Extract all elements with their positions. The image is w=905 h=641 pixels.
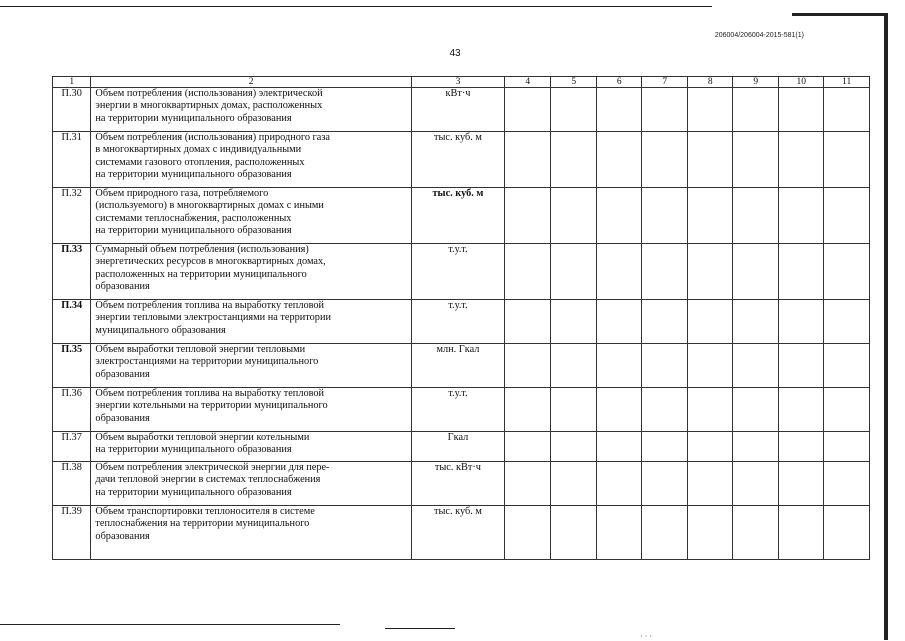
indicator-name: Объем выработки тепловой энергии тепловыми электростанциями на территории муниципального образования (91, 344, 412, 388)
value-cell (504, 388, 551, 432)
value-cell (687, 88, 733, 132)
row-code: П.36 (53, 388, 91, 432)
value-cell (733, 462, 779, 506)
unit-of-measure: т.у.т. (411, 388, 504, 432)
value-cell (642, 88, 688, 132)
column-header: 3 (411, 77, 504, 88)
value-cell (824, 344, 870, 388)
value-cell (642, 244, 688, 300)
value-cell (824, 462, 870, 506)
value-cell (733, 132, 779, 188)
value-cell (778, 506, 824, 560)
row-code: П.32 (53, 188, 91, 244)
row-code: П.33 (53, 244, 91, 300)
row-code: П.35 (53, 344, 91, 388)
row-code: П.39 (53, 506, 91, 560)
value-cell (642, 462, 688, 506)
value-cell (551, 244, 597, 300)
value-cell (596, 344, 642, 388)
value-cell (504, 132, 551, 188)
value-cell (824, 506, 870, 560)
value-cell (733, 506, 779, 560)
column-header: 9 (733, 77, 779, 88)
scan-right-edge (884, 14, 888, 640)
value-cell (733, 432, 779, 462)
indicator-name: Объем потребления топлива на выработку тепловой энергии тепловыми электростанциями на территории муниципального образования (91, 300, 412, 344)
value-cell (642, 388, 688, 432)
indicator-name: Суммарный объем потребления (использования) энергетических ресурсов в многоквартирных домах, расположенных на территории муниципального образования (91, 244, 412, 300)
unit-of-measure: Гкал (411, 432, 504, 462)
table-row (53, 432, 870, 462)
scan-artifact: · · · (640, 632, 652, 641)
unit-of-measure: кВт·ч (411, 88, 504, 132)
value-cell (551, 344, 597, 388)
value-cell (778, 188, 824, 244)
value-cell (733, 244, 779, 300)
column-header: 6 (596, 77, 642, 88)
value-cell (687, 188, 733, 244)
column-header: 4 (504, 77, 551, 88)
indicator-name: Объем потребления (использования) электрической энергии в многоквартирных домах, расположенных на территории муниципального образования (91, 88, 412, 132)
indicator-name: Объем потребления топлива на выработку тепловой энергии котельными на территории муниципального образования (91, 388, 412, 432)
column-header: 2 (91, 77, 412, 88)
table-row (53, 506, 870, 560)
column-header: 8 (687, 77, 733, 88)
value-cell (824, 244, 870, 300)
value-cell (504, 462, 551, 506)
value-cell (824, 432, 870, 462)
value-cell (551, 188, 597, 244)
scan-top-line (0, 6, 712, 7)
document-id: 206004/206004-2015-581(1) (714, 32, 804, 39)
value-cell (687, 132, 733, 188)
value-cell (642, 188, 688, 244)
table-row (53, 132, 870, 188)
unit-of-measure: тыс. куб. м (411, 132, 504, 188)
value-cell (687, 344, 733, 388)
value-cell (733, 300, 779, 344)
value-cell (733, 388, 779, 432)
indicator-name: Объем потребления (использования) природного газа в многоквартирных домах с индивидуальными системами газового отопления, расположенных на территории муниципального образования (91, 132, 412, 188)
scan-top-right-line (792, 13, 888, 16)
value-cell (824, 300, 870, 344)
value-cell (551, 300, 597, 344)
column-header: 5 (551, 77, 597, 88)
row-code: П.37 (53, 432, 91, 462)
unit-of-measure: т.у.т. (411, 244, 504, 300)
value-cell (504, 344, 551, 388)
column-header: 10 (778, 77, 824, 88)
value-cell (733, 88, 779, 132)
value-cell (778, 388, 824, 432)
value-cell (687, 462, 733, 506)
page-number: 43 (449, 48, 461, 59)
value-cell (733, 344, 779, 388)
value-cell (824, 132, 870, 188)
value-cell (596, 462, 642, 506)
table-row (53, 462, 870, 506)
value-cell (778, 432, 824, 462)
value-cell (596, 300, 642, 344)
table-row (53, 388, 870, 432)
value-cell (642, 432, 688, 462)
value-cell (733, 188, 779, 244)
value-cell (504, 506, 551, 560)
value-cell (778, 132, 824, 188)
value-cell (551, 506, 597, 560)
unit-of-measure: т.у.т. (411, 300, 504, 344)
scan-bottom-mark (385, 628, 455, 629)
unit-of-measure: млн. Гкал (411, 344, 504, 388)
value-cell (778, 244, 824, 300)
value-cell (642, 132, 688, 188)
table-row (53, 188, 870, 244)
value-cell (504, 300, 551, 344)
value-cell (596, 432, 642, 462)
value-cell (642, 300, 688, 344)
value-cell (778, 462, 824, 506)
value-cell (551, 388, 597, 432)
row-code: П.34 (53, 300, 91, 344)
value-cell (596, 188, 642, 244)
value-cell (687, 300, 733, 344)
indicator-name: Объем транспортировки теплоносителя в системе теплоснабжения на территории муниципального образования (91, 506, 412, 560)
value-cell (596, 244, 642, 300)
scan-bottom-line (0, 624, 340, 625)
indicator-name: Объем потребления электрической энергии для пере- дачи тепловой энергии в системах теплоснабжения на территории муниципального образования (91, 462, 412, 506)
value-cell (778, 300, 824, 344)
value-cell (687, 506, 733, 560)
value-cell (504, 188, 551, 244)
indicator-name: Объем природного газа, потребляемого (используемого) в многоквартирных домах с иными системами теплоснабжения, расположенных на территории муниципального образования (91, 188, 412, 244)
indicator-name: Объем выработки тепловой энергии котельными на территории муниципального образования (91, 432, 412, 462)
value-cell (596, 132, 642, 188)
table-row (53, 300, 870, 344)
table-row (53, 244, 870, 300)
value-cell (778, 344, 824, 388)
row-code: П.38 (53, 462, 91, 506)
value-cell (687, 244, 733, 300)
unit-of-measure: тыс. кВт·ч (411, 462, 504, 506)
value-cell (504, 244, 551, 300)
value-cell (551, 432, 597, 462)
value-cell (551, 132, 597, 188)
value-cell (778, 88, 824, 132)
value-cell (596, 88, 642, 132)
unit-of-measure: тыс. куб. м (411, 188, 504, 244)
column-header: 7 (642, 77, 688, 88)
unit-of-measure: тыс. куб. м (411, 506, 504, 560)
value-cell (504, 88, 551, 132)
table-row (53, 88, 870, 132)
value-cell (551, 88, 597, 132)
value-cell (824, 188, 870, 244)
value-cell (551, 462, 597, 506)
value-cell (642, 506, 688, 560)
value-cell (596, 506, 642, 560)
table-row (53, 344, 870, 388)
value-cell (824, 88, 870, 132)
value-cell (687, 388, 733, 432)
column-header: 1 (53, 77, 91, 88)
value-cell (642, 344, 688, 388)
value-cell (596, 388, 642, 432)
value-cell (504, 432, 551, 462)
indicators-table (52, 76, 870, 560)
value-cell (824, 388, 870, 432)
row-code: П.30 (53, 88, 91, 132)
value-cell (687, 432, 733, 462)
column-header: 11 (824, 77, 870, 88)
row-code: П.31 (53, 132, 91, 188)
column-number-row (53, 77, 870, 88)
